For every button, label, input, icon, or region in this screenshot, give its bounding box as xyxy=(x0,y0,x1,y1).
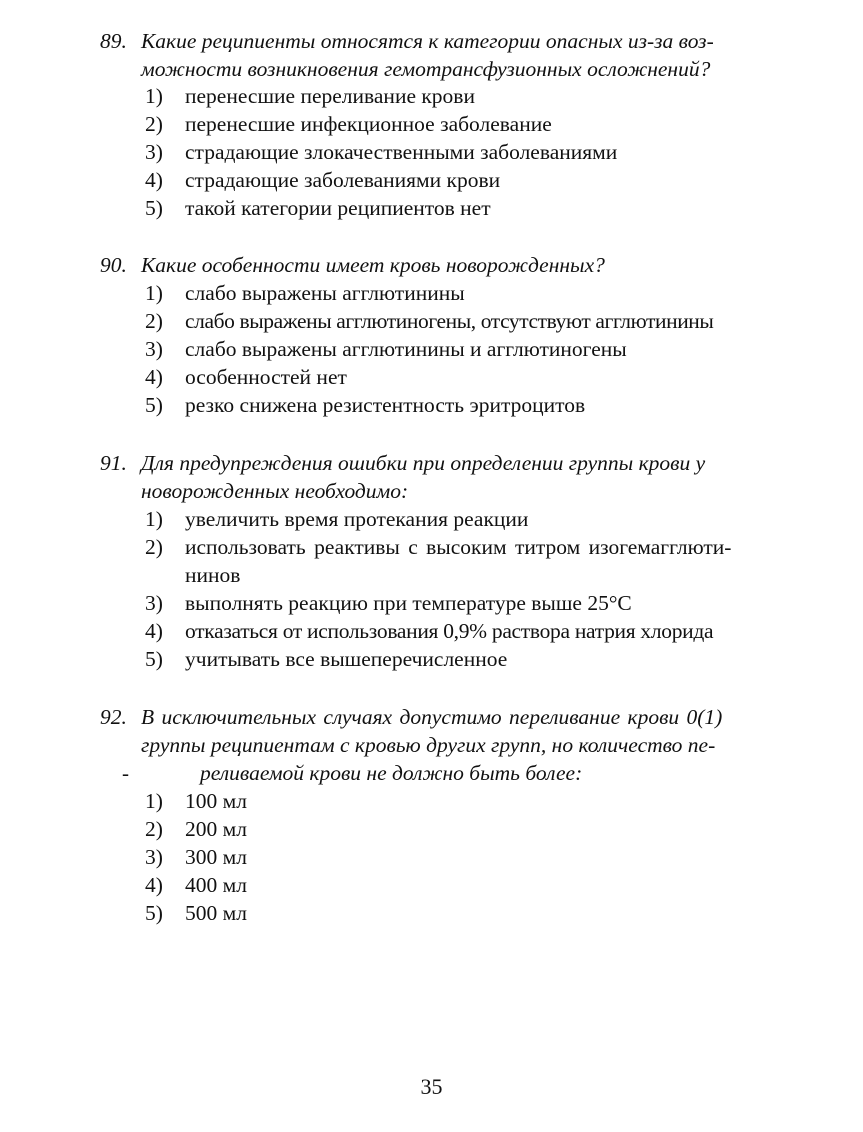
option-number: 1) xyxy=(145,281,163,305)
option-text: страдающие заболеваниями крови xyxy=(185,168,501,192)
question-number: 91. xyxy=(100,451,127,475)
option-text: выполнять реакцию при температуре выше 25°С xyxy=(185,591,632,615)
question-number: 92. xyxy=(100,705,127,729)
question-text-line: реливаемой крови не должно быть более: xyxy=(200,761,583,785)
option-number: 2) xyxy=(145,535,163,559)
option-number: 3) xyxy=(145,337,163,361)
option-number: 2) xyxy=(145,112,163,136)
question-text-line: Для предупреждения ошибки при определении группы крови у xyxy=(141,451,706,475)
option-text: особенностей нет xyxy=(185,365,347,389)
question-text-line: В исключительных случаях допустимо переливание крови 0(1) xyxy=(141,705,723,729)
option-number: 5) xyxy=(145,647,163,671)
option-text: перенесшие инфекционное заболевание xyxy=(185,112,552,136)
option-number: 1) xyxy=(145,789,163,813)
option-text: увеличить время протекания реакции xyxy=(185,507,529,531)
question-number: 89. xyxy=(100,29,127,53)
option-text: 300 мл xyxy=(185,845,247,869)
option-number: 5) xyxy=(145,393,163,417)
option-number: 4) xyxy=(145,619,163,643)
option-number: 3) xyxy=(145,845,163,869)
option-number: 3) xyxy=(145,140,163,164)
question-text-line: группы реципиентам с кровью других групп, но количество пе- xyxy=(141,733,716,757)
question-text-line: можности возникновения гемотрансфузионных осложнений? xyxy=(141,57,711,81)
option-text: перенесшие переливание крови xyxy=(185,84,475,108)
option-text: отказаться от использования 0,9% раствора натрия хлорида xyxy=(185,619,714,643)
option-number: 5) xyxy=(145,196,163,220)
option-text: такой категории реципиентов нет xyxy=(185,196,491,220)
option-text: 200 мл xyxy=(185,817,247,841)
option-text: 500 мл xyxy=(185,901,247,925)
option-text: использовать реактивы с высоким титром изогемагглюти- xyxy=(185,535,732,559)
option-text: 100 мл xyxy=(185,789,247,813)
option-number: 5) xyxy=(145,901,163,925)
page-number: 35 xyxy=(420,1074,443,1099)
option-number: 1) xyxy=(145,507,163,531)
stray-dash-mark: - xyxy=(122,761,129,785)
option-number: 1) xyxy=(145,84,163,108)
option-number: 4) xyxy=(145,168,163,192)
option-text: нинов xyxy=(185,563,241,587)
option-text: слабо выражены агглютинины и агглютиногены xyxy=(185,337,627,361)
option-text: слабо выражены агглютиногены, отсутствуют агглютинины xyxy=(185,309,714,333)
option-text: учитывать все вышеперечисленное xyxy=(185,647,508,671)
question-text-line: Какие реципиенты относятся к категории опасных из-за воз- xyxy=(141,29,714,53)
option-text: страдающие злокачественными заболеваниями xyxy=(185,140,618,164)
option-number: 4) xyxy=(145,365,163,389)
option-text: резко снижена резистентность эритроцитов xyxy=(185,393,586,417)
question-number: 90. xyxy=(100,253,127,277)
question-text-line: Какие особенности имеет кровь новорожденных? xyxy=(141,253,605,277)
option-number: 2) xyxy=(145,817,163,841)
option-number: 4) xyxy=(145,873,163,897)
option-number: 3) xyxy=(145,591,163,615)
option-number: 2) xyxy=(145,309,163,333)
option-text: слабо выражены агглютинины xyxy=(185,281,465,305)
option-text: 400 мл xyxy=(185,873,247,897)
question-text-line: новорожденных необходимо: xyxy=(141,479,409,503)
